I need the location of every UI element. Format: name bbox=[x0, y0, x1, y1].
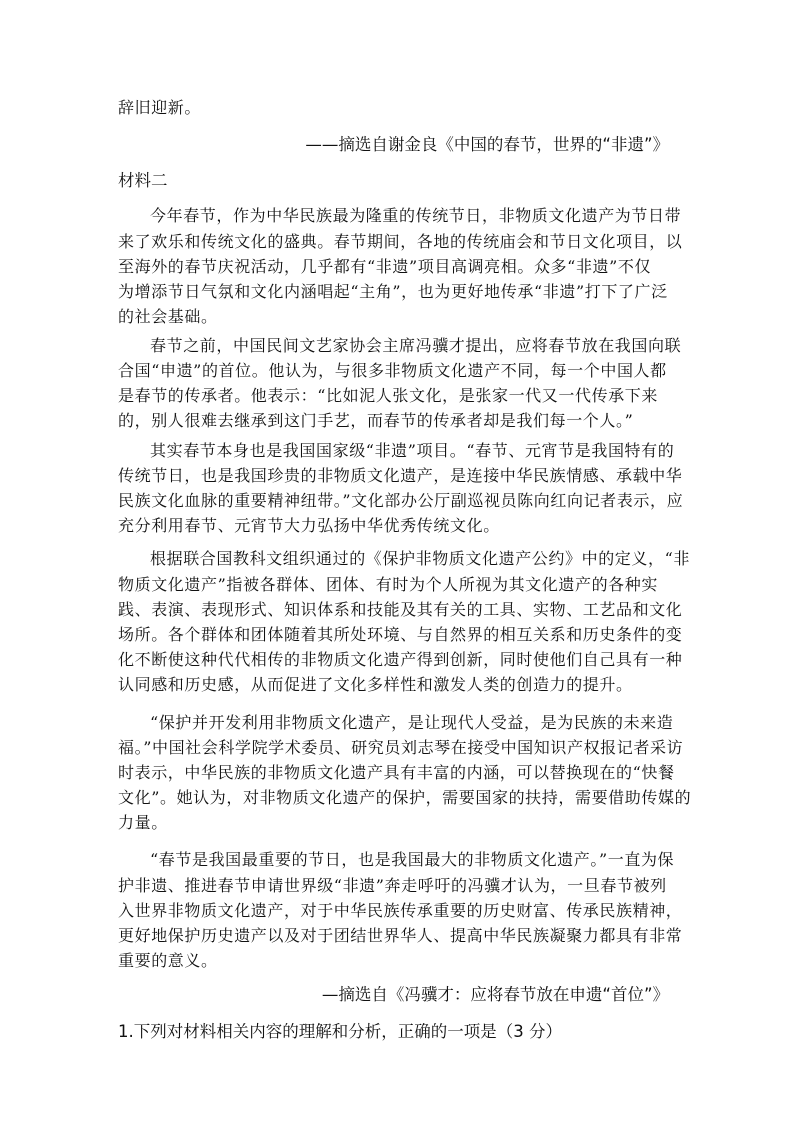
paragraph-line: 重要的意义。 bbox=[118, 951, 218, 970]
intro-tail-text: 辞旧迎新。 bbox=[118, 98, 202, 117]
source-citation-1: ——摘选自谢金良《中国的春节，世界的“非遗”》 bbox=[305, 135, 669, 154]
paragraph-line: 至海外的春节庆祝活动，几乎都有“非遗”项目高调亮相。众多“非遗”不仅 bbox=[118, 257, 652, 276]
paragraph-line: 来了欢乐和传统文化的盛典。春节期间，各地的传统庙会和节日文化项目，以 bbox=[118, 232, 683, 251]
paragraph-line: 传统节日，也是我国珍贵的非物质文化遗产，是连接中华民族情感、承载中华 bbox=[118, 466, 683, 485]
paragraph-line: 根据联合国教科文组织通过的《保护非物质文化遗产公约》中的定义，“非 bbox=[150, 549, 690, 568]
paragraph-line: “保护并开发利用非物质文化遗产，是让现代人受益，是为民族的未来造 bbox=[150, 713, 674, 732]
paragraph-line: 文化”。她认为，对非物质文化遗产的保护，需要国家的扶持，需要借助传媒的 bbox=[118, 788, 692, 807]
paragraph-line: 是春节的传承者。他表示：“比如泥人张文化，是张家一代又一代传承下来 bbox=[118, 386, 658, 405]
paragraph-line: 今年春节，作为中华民族最为隆重的传统节日，非物质文化遗产为节日带 bbox=[150, 206, 682, 225]
paragraph-line: 场所。各个群体和团体随着其所处环境、与自然界的相互关系和历史条件的变 bbox=[118, 625, 683, 644]
material-2-heading: 材料二 bbox=[118, 171, 168, 190]
paragraph-line: 物质文化遗产”指被各群体、团体、有时为个人所视为其文化遗产的各种实 bbox=[118, 575, 658, 594]
paragraph-line: 春节之前，中国民间文艺家协会主席冯骥才提出，应将春节放在我国向联 bbox=[150, 336, 682, 355]
paragraph-line: 力量。 bbox=[118, 813, 168, 832]
paragraph-line: 为增添节日气氛和文化内涵唱起“主角”，也为更好地传承“非遗”打下了广泛 bbox=[118, 282, 668, 301]
paragraph-line: 充分利用春节、元宵节大力弘扬中华优秀传统文化。 bbox=[118, 516, 500, 535]
paragraph-line: “春节是我国最重要的节日，也是我国最大的非物质文化遗产。”一直为保 bbox=[150, 850, 675, 869]
paragraph-line: 的，别人很难去继承到这门手艺，而春节的传承者却是我们每一个人。” bbox=[118, 411, 634, 430]
paragraph-line: 护非遗、推进春节申请世界级“非遗”奔走呼吁的冯骥才认为，一旦春节被列 bbox=[118, 876, 667, 895]
paragraph-line: 时表示，中华民族的非物质文化遗产具有丰富的内涵，可以替换现在的“快餐 bbox=[118, 763, 675, 782]
paragraph-line: 认同感和历史感，从而促进了文化多样性和激发人类的创造力的提升。 bbox=[118, 675, 633, 694]
paragraph-line: 合国“申遗”的首位。他认为，与很多非物质文化遗产不同，每一个中国人都 bbox=[118, 361, 667, 380]
paragraph-line: 福。”中国社会科学院学术委员、研究员刘志琴在接受中国知识产权报记者采访 bbox=[118, 738, 684, 757]
source-citation-2: —摘选自《冯骥才：应将春节放在申遗“首位”》 bbox=[321, 985, 669, 1004]
paragraph-line: 更好地保护历史遗产以及对于团结世界华人、提高中华民族凝聚力都具有非常 bbox=[118, 926, 683, 945]
paragraph-line: 民族文化血脉的重要精神纽带。”文化部办公厅副巡视员陈向红向记者表示，应 bbox=[118, 491, 684, 510]
question-1: 1.下列对材料相关内容的理解和分析，正确的一项是（3 分） bbox=[118, 1022, 562, 1041]
paragraph-line: 践、表演、表现形式、知识体系和技能及其有关的工具、实物、工艺品和文化 bbox=[118, 600, 683, 619]
paragraph-line: 其实春节本身也是我国国家级“非遗”项目。“春节、元宵节是我国特有的 bbox=[150, 441, 675, 460]
paragraph-line: 的社会基础。 bbox=[118, 307, 218, 326]
paragraph-line: 入世界非物质文化遗产，对于中华民族传承重要的历史财富、传承民族精神， bbox=[118, 901, 683, 920]
paragraph-line: 化不断使这种代代相传的非物质文化遗产得到创新，同时使他们自己具有一种 bbox=[118, 650, 683, 669]
